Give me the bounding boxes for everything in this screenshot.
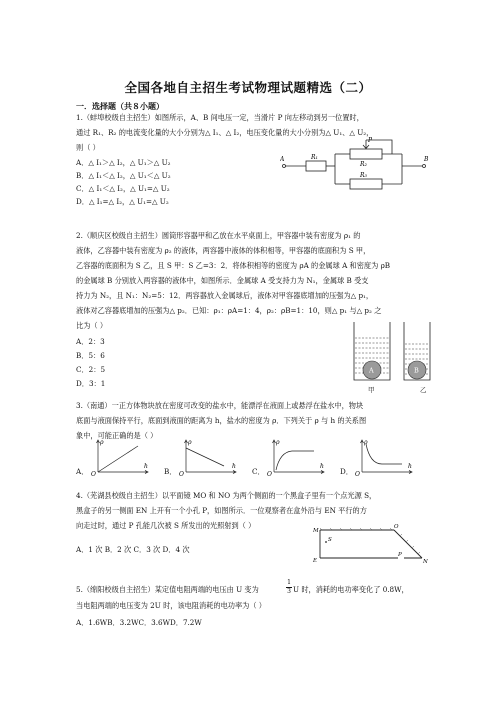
q1-line-1: 1.（蚌埠校级自主招生）如图所示，A、B 间电压一定，当滑片 P 向左移动到另一位置时，	[76, 113, 364, 122]
q3-line-1: 3.（南通）一正方体物块放在密度可改变的盐水中，能漂浮在液面上或悬浮在盐水中，物块	[76, 401, 364, 410]
q2-option-b: B．5：6	[76, 351, 105, 360]
q1-label-b: B	[424, 156, 429, 163]
q5-options: A．1.6WB．3.2WC．3.6WD．7.2W	[76, 618, 202, 627]
q3-graph-c	[264, 436, 328, 478]
q2-option-a: A．2：3	[76, 337, 105, 346]
q1-label-p: P	[368, 137, 373, 144]
q3-b-axis-y: ρ	[188, 439, 192, 446]
q3-b-origin: O	[179, 471, 184, 478]
q4-options: A．1 次 B．2 次 C．3 次 D．4 次	[76, 545, 190, 554]
q2-ball-b-label: B	[414, 366, 419, 375]
q2-line-4: 的金属球 B 分别放入两容器的液体中，如图所示．金属球 A 受支持力为 N₁，金属球 B 受支	[76, 276, 369, 285]
q2-containers-diagram	[346, 322, 436, 384]
q2-label-yi: 乙	[420, 386, 427, 394]
q4-line-3: 向走过时，通过 P 孔能几次被 S 所发出的光照射到（ ）	[76, 521, 256, 530]
q1-label-r1: R₁	[311, 154, 318, 161]
q4-box-diagram	[312, 524, 432, 564]
q3-d-axis-y: ρ	[364, 439, 368, 446]
q2-label-jia: 甲	[368, 386, 375, 394]
q1-label-r3: R₃	[360, 172, 367, 179]
q3-line-3: 象中，可能正确的是（ ）	[76, 431, 158, 440]
q3-c-origin: O	[267, 471, 272, 478]
q4-label-e: E	[313, 558, 318, 564]
q5-line-1-pre: 5.（绵阳校级自主招生）某定值电阻两端的电压由 U 变为	[76, 585, 259, 594]
q4-label-m: M	[313, 528, 319, 534]
q4-line-1: 4.（芜湖县校级自主招生）以平面镜 MO 和 NO 为两个侧面的一个黑盒子里有一个点光源 S，	[76, 491, 377, 500]
q2-ball-a-label: A	[369, 366, 374, 375]
q3-c-axis-x: h	[320, 463, 324, 470]
q4-label-s: S	[328, 537, 332, 543]
q4-label-o: O	[394, 524, 399, 530]
q3-d-axis-x: h	[408, 463, 412, 470]
q3-b-axis-x: h	[232, 463, 236, 470]
q3-c-axis-y: ρ	[276, 439, 280, 446]
q5-line-1-post: U 时，消耗的电功率变化了 0.8W，	[293, 585, 409, 594]
q3-graph-b	[176, 436, 240, 478]
q1-line-2: 通过 R₁、R₂ 的电流变化量的大小分别为△ I₁、△ I₂，电压变化量的大小分别为△ U₁、△ U₂，	[76, 128, 374, 137]
q3-option-a-label: A．	[76, 467, 89, 476]
q2-line-6: 液体对乙容器底增加的压强为△ p₂．已知：ρ₁：ρA=1：4，ρ₂：ρB=1：10，则△ p₁ 与△ p₂ 之	[76, 306, 382, 315]
q1-option-b: B．△ I₁＜△ I₂，△ U₁＜△ U₂	[76, 171, 171, 180]
q3-option-d-label: D．	[340, 467, 353, 476]
q3-option-b-label: B．	[164, 467, 177, 476]
q4-label-p: P	[398, 552, 402, 558]
q4-line-2: 黑盒子的另一侧面 EN 上开有一个小孔 P，如图所示．一位观察者在盒外沿与 EN 平行的方	[76, 506, 367, 515]
q2-line-3: 乙容器的底面积为 S 乙，且 S 甲：S 乙=3：2．将体积相等的密度为 ρA 的金属球 A 和密度为 ρB	[76, 261, 391, 270]
q3-graph-a	[88, 436, 152, 478]
q2-line-5: 持力为 N₂，且 N₁：N₂=5：12．两容器放入金属球后，液体对甲容器底增加的压强为△ p₁，	[76, 291, 374, 300]
section-heading: 一．选择题（共８小题）	[76, 101, 164, 111]
q3-line-2: 底面与液面保持平行，底面到液面的距离为 h，盐水的密度为 ρ．下列关于 ρ 与 h 的关系图	[76, 416, 367, 425]
q2-option-d: D．3：1	[76, 379, 106, 388]
page-title: 全国各地自主招生考试物理试题精选（二）	[124, 80, 372, 95]
q3-option-c-label: C．	[252, 467, 265, 476]
q4-label-n: N	[423, 559, 428, 564]
q2-line-7: 比为（ ）	[76, 321, 108, 330]
q2-line-1: 2.（顺庆区校级自主招生）圆筒形容器甲和乙放在水平桌面上，甲容器中装有密度为 ρ₁ 的	[76, 231, 361, 240]
q3-a-axis-x: h	[144, 463, 148, 470]
q5-frac-num: 1	[287, 579, 291, 586]
q1-label-a: A	[280, 156, 285, 163]
q3-a-axis-y: ρ	[100, 439, 104, 446]
q5-line-2: 当电阻两端的电压变为 2U 时，该电阻消耗的电功率为（ ）	[76, 601, 266, 610]
q1-label-r2: R₂	[360, 161, 367, 168]
q3-graph-d	[352, 436, 416, 478]
q3-d-origin: O	[355, 471, 360, 478]
q1-option-a: A．△ I₁＞△ I₂，△ U₁＞△ U₂	[76, 158, 171, 167]
q1-circuit-diagram	[280, 136, 430, 192]
q5-frac-den: 3	[287, 588, 291, 595]
q2-option-c: C．2：5	[76, 365, 106, 374]
q1-option-c: C．△ I₁＜△ I₂，△ U₁=△ U₂	[76, 184, 170, 193]
q1-option-d: D．△ I₁=△ I₂，△ U₁=△ U₂	[76, 197, 169, 206]
q1-line-3: 则（ ）	[76, 143, 100, 152]
q2-line-2: 液体，乙容器中装有密度为 ρ₂ 的液体，两容器中液体的体积相等，甲容器的底面积为 S 甲，	[76, 246, 371, 255]
q3-a-origin: O	[91, 471, 96, 478]
